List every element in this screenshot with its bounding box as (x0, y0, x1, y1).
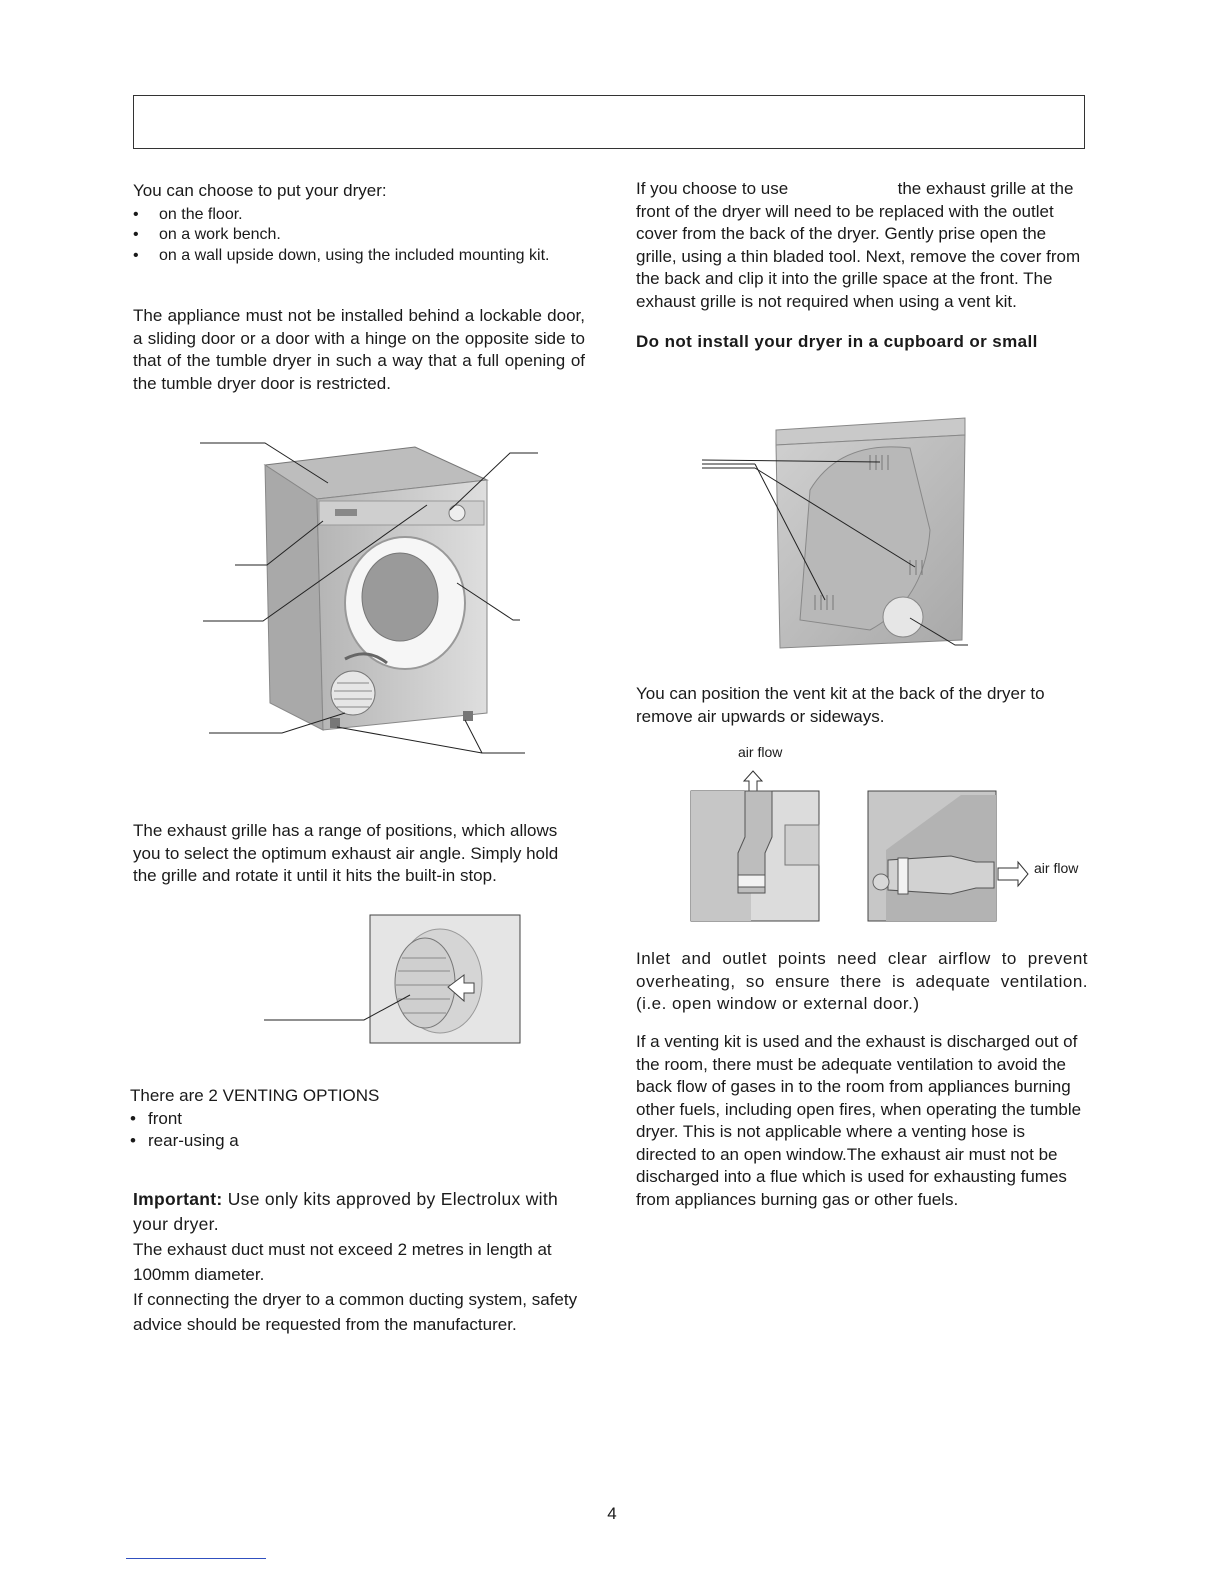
cupboard-warning: Do not install your dryer in a cupboard or small (636, 332, 1038, 351)
placement-option: • on the floor. (133, 205, 585, 226)
placement-list (133, 205, 585, 267)
vent-intro (636, 178, 1088, 313)
footer-line (126, 1558, 266, 1559)
vent-intro-b: the exhaust grille at the front of the dryer will need to be replaced with the outlet cover from the back of the dryer. Gently prise open the grille, using a thin bladed tool. Next, remove the cover from the back and clip it into the grille space at the front. The exhaust grille is not required when using a vent kit. (636, 179, 1081, 311)
venting-title: There are 2 VENTING OPTIONS (130, 1086, 380, 1105)
airflow-label-top: air flow (738, 744, 783, 760)
page-number: 4 (607, 1504, 617, 1523)
placement-option: • on a wall upside down, using the included mounting kit. (133, 246, 585, 267)
door-warning: The appliance must not be installed behind a lockable door, a sliding door or a door with a hinge on the opposite side to that of the tumble dryer in such a way that a full opening of the tumble dryer door is restricted. (133, 306, 585, 393)
placement-intro: You can choose to put your dryer: (133, 181, 387, 200)
venting-option: • front (130, 1108, 585, 1131)
duct-text: The exhaust duct must not exceed 2 metres in length at 100mm diameter. (133, 1240, 552, 1284)
dryer-front-figure (195, 435, 545, 775)
important-label: Important: (133, 1189, 223, 1209)
placement-option: • on a work bench. (133, 225, 585, 246)
important-note (133, 1187, 585, 1237)
important-text: Use only kits approved by Electrolux with your dryer. (133, 1189, 559, 1234)
important-section (133, 1187, 585, 1337)
inlet-text: Inlet and outlet points need clear airflow to prevent overheating, so ensure there is adequate ventilation. (i.e. open window or external door.) (636, 949, 1088, 1013)
grille-text: The exhaust grille has a range of positions, which allows you to select the optimum exhaust air angle. Simply hold the grille and rotate it until it hits the built-in stop. (133, 821, 559, 885)
airflow-label-side: air flow (1034, 860, 1079, 876)
airflow-side-figure (866, 790, 1031, 925)
venting-section (130, 1085, 585, 1153)
venting-option: • rear-using a (130, 1130, 585, 1153)
position-text: You can position the vent kit at the back of the dryer to remove air upwards or sideways. (636, 684, 1045, 726)
grille-figure (260, 913, 525, 1048)
dryer-back-figure (700, 410, 975, 655)
venting-kit-text: If a venting kit is used and the exhaust is discharged out of the room, there must be adequate ventilation to avoid the back flow of gases in to the room from appliances burning other fuels, including open fires, when operating the tumble dryer. This is not applicable where a venting hose is directed to an open window.The exhaust air must not be discharged into a flue which is used for exhausting fumes from appliances burning gas or other fuels. (636, 1032, 1082, 1209)
common-duct-text: If connecting the dryer to a common ducting system, safety advice should be requested from the manufacturer. (133, 1290, 578, 1334)
airflow-up-figure (690, 765, 822, 925)
venting-list (130, 1108, 585, 1153)
placement-section (133, 180, 585, 266)
header-box (133, 95, 1085, 149)
vent-intro-a: If you choose to use (636, 179, 789, 198)
